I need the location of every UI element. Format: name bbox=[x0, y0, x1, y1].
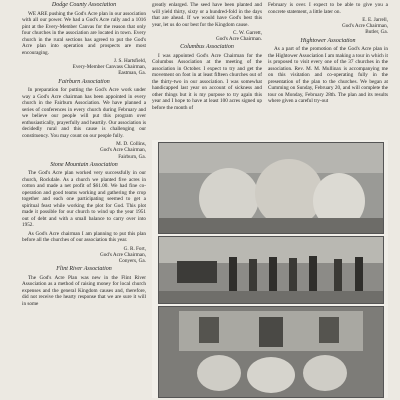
column-middle bbox=[152, 2, 262, 113]
photo-group-with-horse bbox=[158, 236, 384, 304]
signature-line: Butler, Ga. bbox=[365, 29, 388, 36]
paragraph-continued: greatly enlarged. The seed have been planted and will yield thirty, sixty or a hundred-fold in the days that are ahead. If we would have God's best this year, let us do our best for the Kingdom cause. bbox=[152, 2, 262, 28]
signature-fairburn bbox=[22, 141, 146, 160]
signature-line: Conyers, Ga. bbox=[118, 258, 146, 265]
column-left bbox=[22, 2, 146, 309]
heading-stone-mountain: Stone Mountain Association bbox=[50, 161, 118, 168]
paragraph-stone-mountain-1: The God's Acre plan worked very successfully in our church, Rockdale. As a church we planted five acres in cotton and made a net profit of $61.00. We had fine co-operation and good teams working and gathering the crop together and each one participating seemed to get a spiritual feast while working the plot for God. This plot made it possible for our church to wind up the year 1951 out of debt and with a small balance to carry over into 1952. bbox=[22, 170, 146, 229]
signature-garrett bbox=[152, 30, 262, 42]
signature-dodge bbox=[22, 58, 146, 77]
signature-line: G. R. Fort, bbox=[123, 245, 146, 252]
signature-stone bbox=[22, 246, 146, 265]
signature-line: Fairburn, Ga. bbox=[118, 153, 146, 160]
signature-jarrell bbox=[268, 17, 388, 36]
paragraph-continued: February is over. I expect to be able to give you a concrete statement, a little later on. bbox=[268, 2, 388, 15]
signature-line: M. D. Collins, bbox=[116, 141, 146, 148]
signature-line: C. W. Garrett, bbox=[233, 30, 262, 36]
paragraph-flint-river: The God's Acre Plan was new in the Flint River Association as a method of raising money for local church expenses and the general Kingdom causes and, therefore, did not receive the hearty response that we are sure it will in some bbox=[22, 274, 146, 307]
column-right bbox=[268, 2, 388, 107]
photo-cotton-bales bbox=[158, 142, 384, 234]
heading-fairburn: Fairburn Association bbox=[58, 78, 110, 85]
paragraph-columbus: I was appointed God's Acre Chairman for the Columbus Association at the meeting of the association in October. I expect to try and get the movement on foot in at least fifteen churches out of the thirty-two in our association. I was somewhat handicapped last year on account of sickness and other things but it is my purpose to try again this year and I hope to have at least 100 acres signed up before the month of bbox=[152, 52, 262, 111]
photo-collage bbox=[152, 140, 388, 398]
signature-line: God's Acre Chairman, bbox=[99, 147, 146, 154]
signature-line: E. E. Jarrell, bbox=[362, 17, 388, 23]
signature-line: Every-Member Canvass Chairman, bbox=[72, 64, 146, 71]
paragraph-dodge-county: WE ARE pushing the God's Acre plan in our association with all our power. We had a God's Acre rally and a 1016 pint at the Every-Member Canvas for the reason that only four churches in the association are located in town. Every church in the rural sections has agreed to put the God's Acre plan into operation and prospects are most encouraging. bbox=[22, 10, 146, 56]
heading-columbus: Columbus Association bbox=[180, 44, 234, 51]
heading-dodge-county: Dodge County Association bbox=[51, 2, 117, 8]
heading-flint-river: Flint River Association bbox=[56, 266, 112, 273]
paragraph-stone-mountain-2: As God's Acre chairman I am planning to put this plan before all the churches of our association this year. bbox=[22, 230, 146, 244]
signature-line: Eastman, Ga. bbox=[118, 70, 146, 77]
photo-building-workers bbox=[158, 306, 384, 398]
signature-line: J. S. Hartsfield, bbox=[113, 58, 146, 64]
paragraph-hightower: As a part of the promotion of the God's Acre plan in the Hightower Association I am making a tour in which it is proposed to visit every one of the 37 churches in the association. Rev. M. M. Mullinax is accompanying me on this visitation and co-operating fully in the presentation of the plan to the churches. We began at Cumming on Sunday, February 20, and will complete the tour on Monday, February 28th. The plan and its results where given a careful try-out bbox=[268, 46, 388, 105]
paragraph-fairburn: In preparation for putting the God's Acre work under way a God's Acre chairman has been appointed in every church in the Fairburn Association. We have planned a series of conferences in every church during February and we believe our people will put this program over enthusiastically, prayerfully and heartily. Our association is decidedly rural and this cause is challenging our constituency. You may count on our people fully. bbox=[22, 87, 146, 139]
signature-line: God's Acre Chairman, bbox=[341, 23, 388, 30]
heading-hightower: Hightower Association bbox=[300, 37, 356, 44]
signature-line: God's Acre Chairman, bbox=[99, 251, 146, 258]
signature-line: God's Acre Chairman. bbox=[215, 36, 262, 43]
